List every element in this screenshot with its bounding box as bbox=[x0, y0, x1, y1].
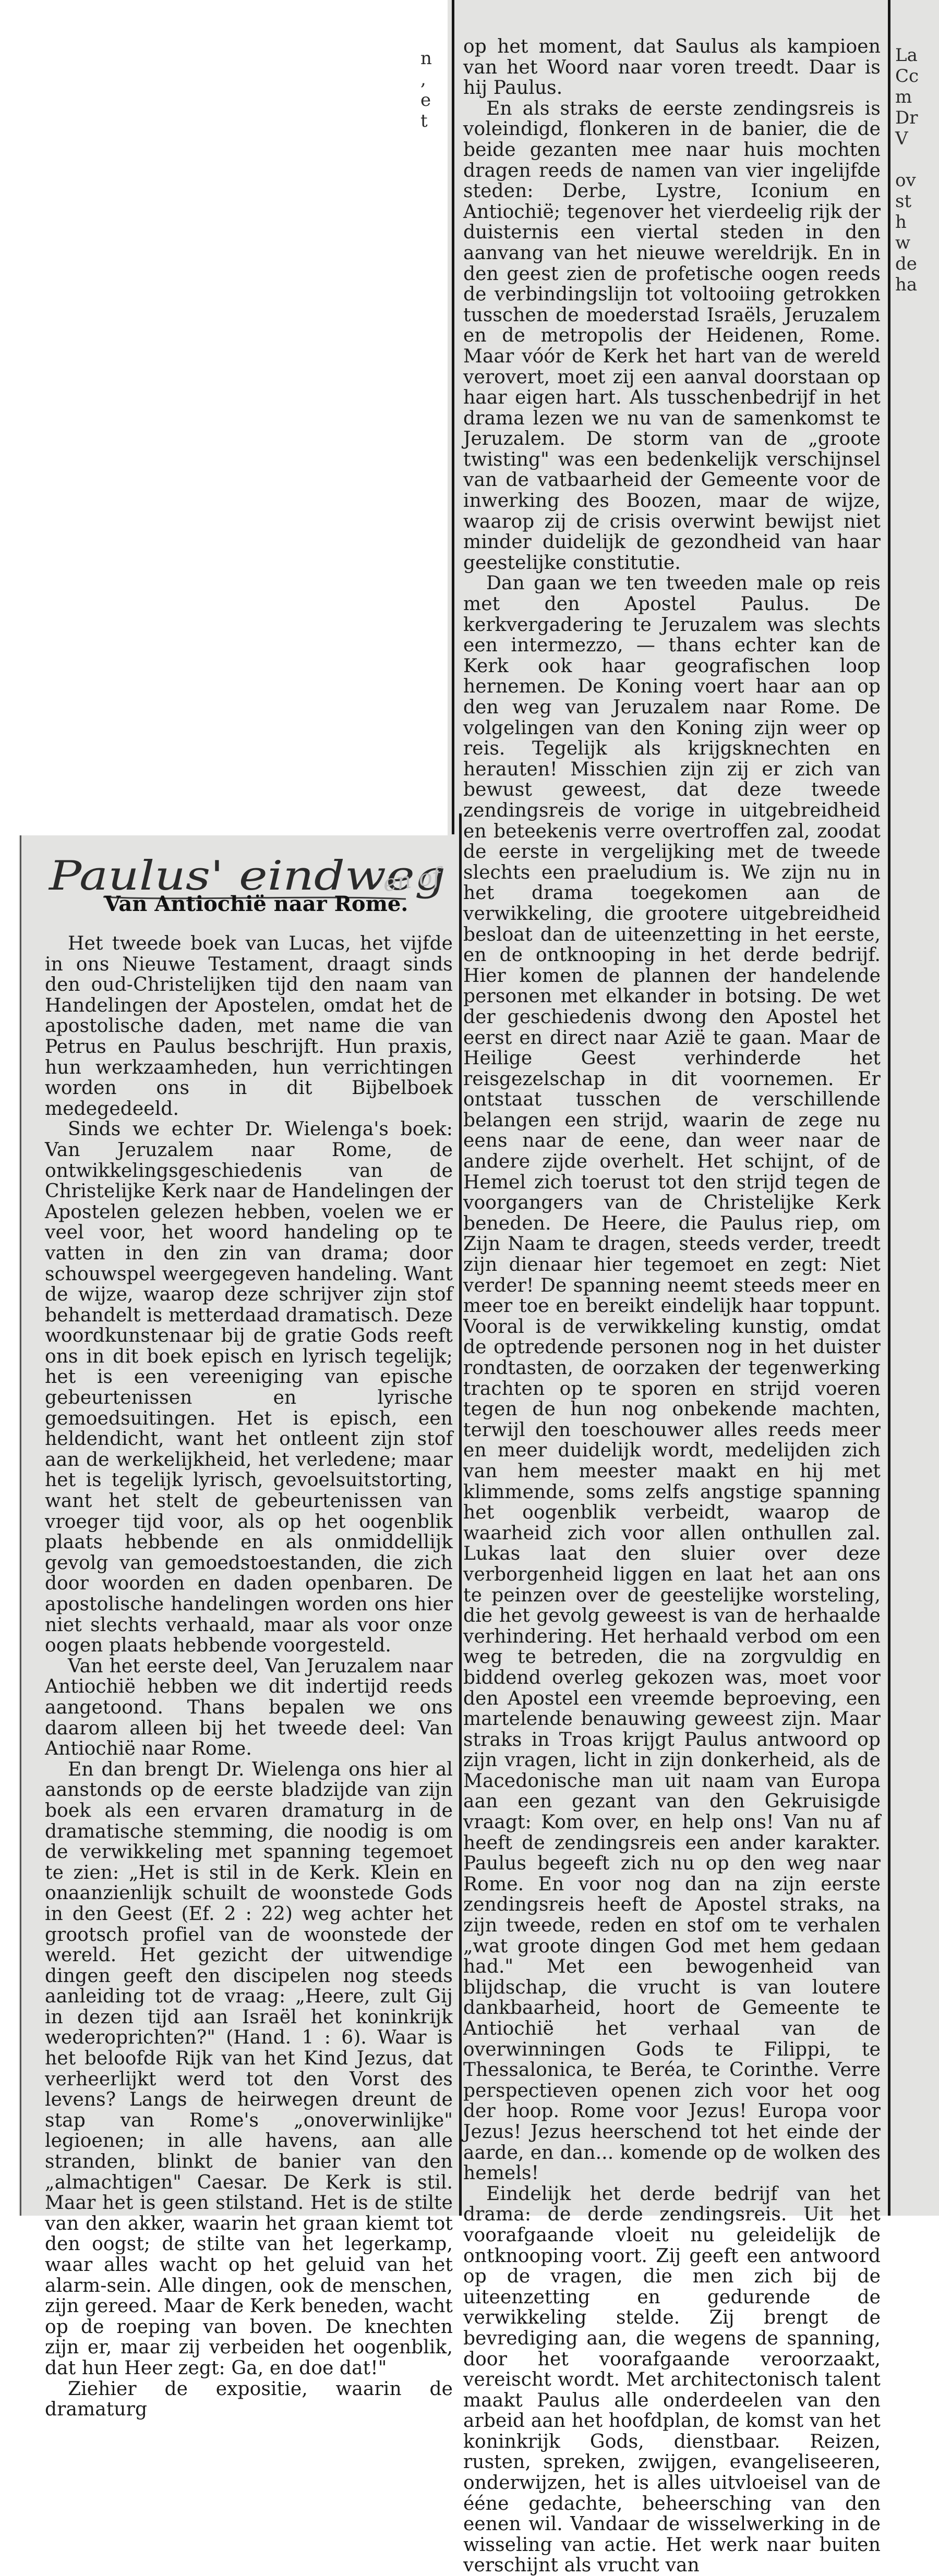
fragment-line: m bbox=[895, 87, 912, 107]
fragment-line: Cc bbox=[895, 66, 919, 87]
svg-text:Paulus' eindweg: Paulus' eindweg bbox=[47, 853, 446, 900]
fragment-line: e bbox=[420, 90, 431, 111]
column-rule-right-top bbox=[452, 0, 454, 834]
left-fragment-column bbox=[420, 48, 441, 131]
paragraph: Dan gaan we ten tweeden male op reis met den Apostel Paulus. De kerkvergadering te Jeruzalem was slechts een intermezzo, — thans echter kan de Kerk ook haar geografischen loop hernemen. De Koning voert haar aan op den weg van Jeruzalem naar Rome. De volgelingen van den Koning zijn weer op reis. Tegelijk als krijgsknechten en herauten! Misschien zijn zij er zich van bewust geweest, dat deze tweede zendingsreis de vorige in uitgebreidheid en beteekenis verre overtroffen zal, zoodat de eerste in vergelijking met de tweede slechts een praeludium is. We zijn nu in het drama toegekomen aan de verwikkeling, die grootere uitgebreidheid besloat dan de uiteenzetting in het eerste, en de ontknooping in het derde bedrijf. Hier komen de plannen der handelende personen met elkander in botsing. De wet der geschiedenis dwong den Apostel het eerst en direct naar Azië te gaan. Maar de Heilige Geest verhinderde het reisgezelschap in dit voornemen. Er ontstaat tusschen de verschillende belangen een strijd, waarin de zege nu eens naar de eene, dan weer naar de andere zijde overhelt. Het schijnt, of de Hemel zich toerust tot den strijd tegen de voorgangers van de Christelijke Kerk beneden. De Heere, die Paulus riep, om Zijn Naam te dragen, steeds verder, treedt zijn dienaar hier tegemoet en zegt: Niet verder! De spanning neemt steeds meer en meer toe en bereikt eindelijk haar toppunt. Vooral is de verwikkeling kunstig, omdat de optredende personen nog in het duister rondtasten, de oorzaken der tegenwerking trachten op te sporen en strijd voeren tegen de hun nog onbekende machten, terwijl den toeschouwer alles reeds meer en meer duidelijk wordt, medelijden zich van hem meester maakt en hij met klimmende, soms zelfs angstige spanning het oogenblik verbeidt, waarop de waarheid zich voor allen onthullen zal. Lukas laat den sluier over deze verborgenheid liggen en laat het aan ons te peinzen over de geestelijke worsteling, die het gevolg geweest is van de herhaalde verhindering. Het herhaald verbod om een weg te betreden, die na zorgvuldig en biddend overleg gekozen was, moet voor den Apostel een vreemde beproeving, een martelende benauwing geweest zijn. Maar straks in Troas krijgt Paulus antwoord op zijn vragen, licht in zijn donkerheid, als de Macedonische man uit naam van Europa aan een gezant van den Gekruisigde vraagt: Kom over, en help ons! Van nu af heeft de zendingsreis een ander karakter. Paulus begeeft zich nu op den weg naar Rome. En voor nog dan na zijn eerste zendingsreis heeft de Apostel straks, na zijn tweede, reden en stof om te verhalen „wat groote dingen God met hem gedaan had." Met een bewogenheid van blijdschap, die vrucht is van loutere dankbaarheid, hoort de Gemeente te Antiochië het verhaal van de overwinningen Gods te Filippi, te Thessalonica, te Beréa, te Corinthe. Verre perspectieven openen zich voor het oog der hoop. Rome voor Jezus! Europa voor Jezus! Jezus heerschend tot het einde der aarde, en dan... komende op de wolken des hemels! bbox=[463, 573, 881, 2184]
paragraph: En dan brengt Dr. Wielenga ons hier al aanstonds op de eerste bladzijde van zijn boek als een ervaren dramaturg in de dramatische stemming, die noodig is om de verwikkeling met spanning tegemoet te zien: „Het is stil in de Kerk. Klein en onaanzienlijk schuilt de woonstede Gods in den Geest (Ef. 2 : 22) weg achter het grootsch profiel van de woonstede der wereld. Het gezicht der uitwendige dingen geeft den discipelen nog steeds aanleiding tot de vraag: „Heere, zult Gij in dezen tijd aan Israël het koninkrijk wederoprichten?" (Hand. 1 : 6). Waar is het beloofde Rijk van het Kind Jezus, dat verheerlijkt werd tot den Vorst des levens? Langs de heirwegen dreunt de stap van Rome's „onoverwinlijke" legioenen; in alle havens, aan alle stranden, blinkt de banier van den „almachtigen" Caesar. De Kerk is stil. Maar het is geen stilstand. Het is de stilte van den akker, waarin het graan kiemt tot den oogst; de stilte van het legerkamp, waar alles wacht op het geluid van het alarm-sein. Alle dingen, ook de menschen, zijn gereed. Maar de Kerk beneden, wacht op de roeping van boven. De knechten zijn er, maar zij verbeiden het oogenblik, dat hun Heer zegt: Ga, en doe dat!" bbox=[45, 1758, 453, 2379]
right-fragment-column bbox=[895, 45, 926, 295]
fragment-line: ov bbox=[895, 170, 916, 191]
fragment-line bbox=[895, 149, 926, 170]
paragraph: Van het eerste deel, Van Jeruzalem naar Antiochië hebben we dit indertijd reeds aangetoond. Thans bepalen we ons daarom alleen bij het tweede deel: Van Antiochië naar Rome. bbox=[45, 1655, 453, 1760]
article-left-column bbox=[45, 933, 453, 2421]
fragment-line: t bbox=[420, 111, 428, 131]
paragraph: Eindelijk het derde bedrijf van het drama: de derde zendingsreis. Uit het voorafgaande vloeit nu geleidelijk de ontknooping voort. Zij geeft een antwoord op de vragen, die men zich bij de uiteenzetting en gedurende de verwikkeling stelde. Zij brengt de bevrediging aan, die wegens de spanning, door het voorafgaande veroorzaakt, vereischt wordt. Met architectonisch talent maakt Paulus alle onderdeelen van den arbeid aan het hoofdplan, de komst van het koninkrijk Gods, dienstbaar. Reizen, rusten, spreken, zwijgen, evangeliseeren, onderwijzen, het is alles uitvloeisel van de ééne gedachte, beheersching van den eenen wil. Vandaar de wisselwerking in de wisseling van actie. Het werk naar buiten verschijnt als vrucht van bbox=[463, 2183, 881, 2576]
article-right-column bbox=[463, 36, 881, 2576]
fragment-line: ha bbox=[895, 274, 918, 295]
fragment-line: La bbox=[895, 45, 918, 66]
paragraph: Ziehier de expositie, waarin de dramaturg bbox=[45, 2378, 453, 2421]
column-rule-far-right bbox=[888, 0, 890, 2216]
paragraph: Het tweede boek van Lucas, het vijfde in ons Nieuwe Testament, draagt sinds den oud-Christelijken tijd den naam van Handelingen der Apostelen, omdat het de apostolische daden, met name die van Petrus en Paulus beschrijft. Hun praxis, hun werkzaamheden, hun verrichtingen worden ons in dit Bijbelboek medegedeeld. bbox=[45, 933, 453, 1120]
paragraph: Sinds we echter Dr. Wielenga's boek: Van Jeruzalem naar Rome, de ontwikkelingsgeschiedenis van de Christelijke Kerk naar de Handelingen der Apostelen gelezen hebben, voelen we er veel voor, het woord handeling op te vatten in den zin van drama; door schouwspel weergegeven handeling. Want de wijze, waarop deze schrijver zijn stof behandelt is metterdaad dramatisch. Deze woordkunstenaar bij de gratie Gods reeft ons in dit boek episch en lyrisch tegelijk; het is een vereeniging van epische gebeurtenissen en lyrische gemoedsuitingen. Het is episch, een heldendicht, want het ontleent zijn stof aan de werkelijkheid, het verledene; maar het is tegelijk lyrisch, gevoelsuitstorting, want het stelt de gebeurtenissen van vroeger tijd voor, als op het oogenblik plaats hebbende en als onmiddellijk gevolg van gemoedstoestanden, die zich door woorden en daden openbaren. De apostolische handelingen worden ons hier niet slechts verhaald, maar als voor onze oogen plaats hebbende voorgesteld. bbox=[45, 1119, 453, 1657]
paragraph: op het moment, dat Saulus als kampioen van het Woord naar voren treedt. Daar is hij Paulus. bbox=[463, 36, 881, 99]
fragment-line: n bbox=[420, 48, 432, 69]
fragment-line: V bbox=[895, 128, 908, 149]
paragraph: En als straks de eerste zendingsreis is voleindigd, flonkeren in de banier, die de beide gezanten mee naar huis mochten dragen reeds de namen van vier ingelijfde steden: Derbe, Lystre, Iconium en Antiochië; tegenover het vierdeelig rijk der duisternis een viertal steden in den aanvang van het nieuwe wereldrijk. En in den geest zien de profetische oogen reeds de verbindingslijn tot voltooiing getrokken tusschen de moederstad Israëls, Jeruzalem en de metropolis der Heidenen, Rome. Maar vóór de Kerk het hart van de wereld verovert, moet zij een aanval doorstaan op haar eigen hart. Als tusschenbedrijf in het drama lezen we nu van de samenkomst te Jeruzalem. De storm van de „groote twisting" was een bedenkelijk verschijnsel van de vatbaarheid der Gemeente voor de inwerking des Boozen, maar de wijze, waarop zij de crisis overwint bewijst niet minder duidelijk de gezondheid van haar geestelijke constitutie. bbox=[463, 98, 881, 574]
column-rule-middle bbox=[459, 813, 462, 2216]
fragment-line: Dr bbox=[895, 107, 918, 128]
fragment-line: de bbox=[895, 253, 917, 274]
fragment-line: h bbox=[895, 212, 907, 233]
fragment-line: st bbox=[895, 191, 912, 212]
article-headline: Van Antiochië naar Rome. bbox=[104, 892, 408, 916]
fragment-line: , bbox=[420, 69, 426, 90]
pencil-annotation: en of bbox=[381, 862, 443, 897]
column-rule-left-edge bbox=[20, 835, 21, 2216]
fragment-line: w bbox=[895, 233, 911, 253]
